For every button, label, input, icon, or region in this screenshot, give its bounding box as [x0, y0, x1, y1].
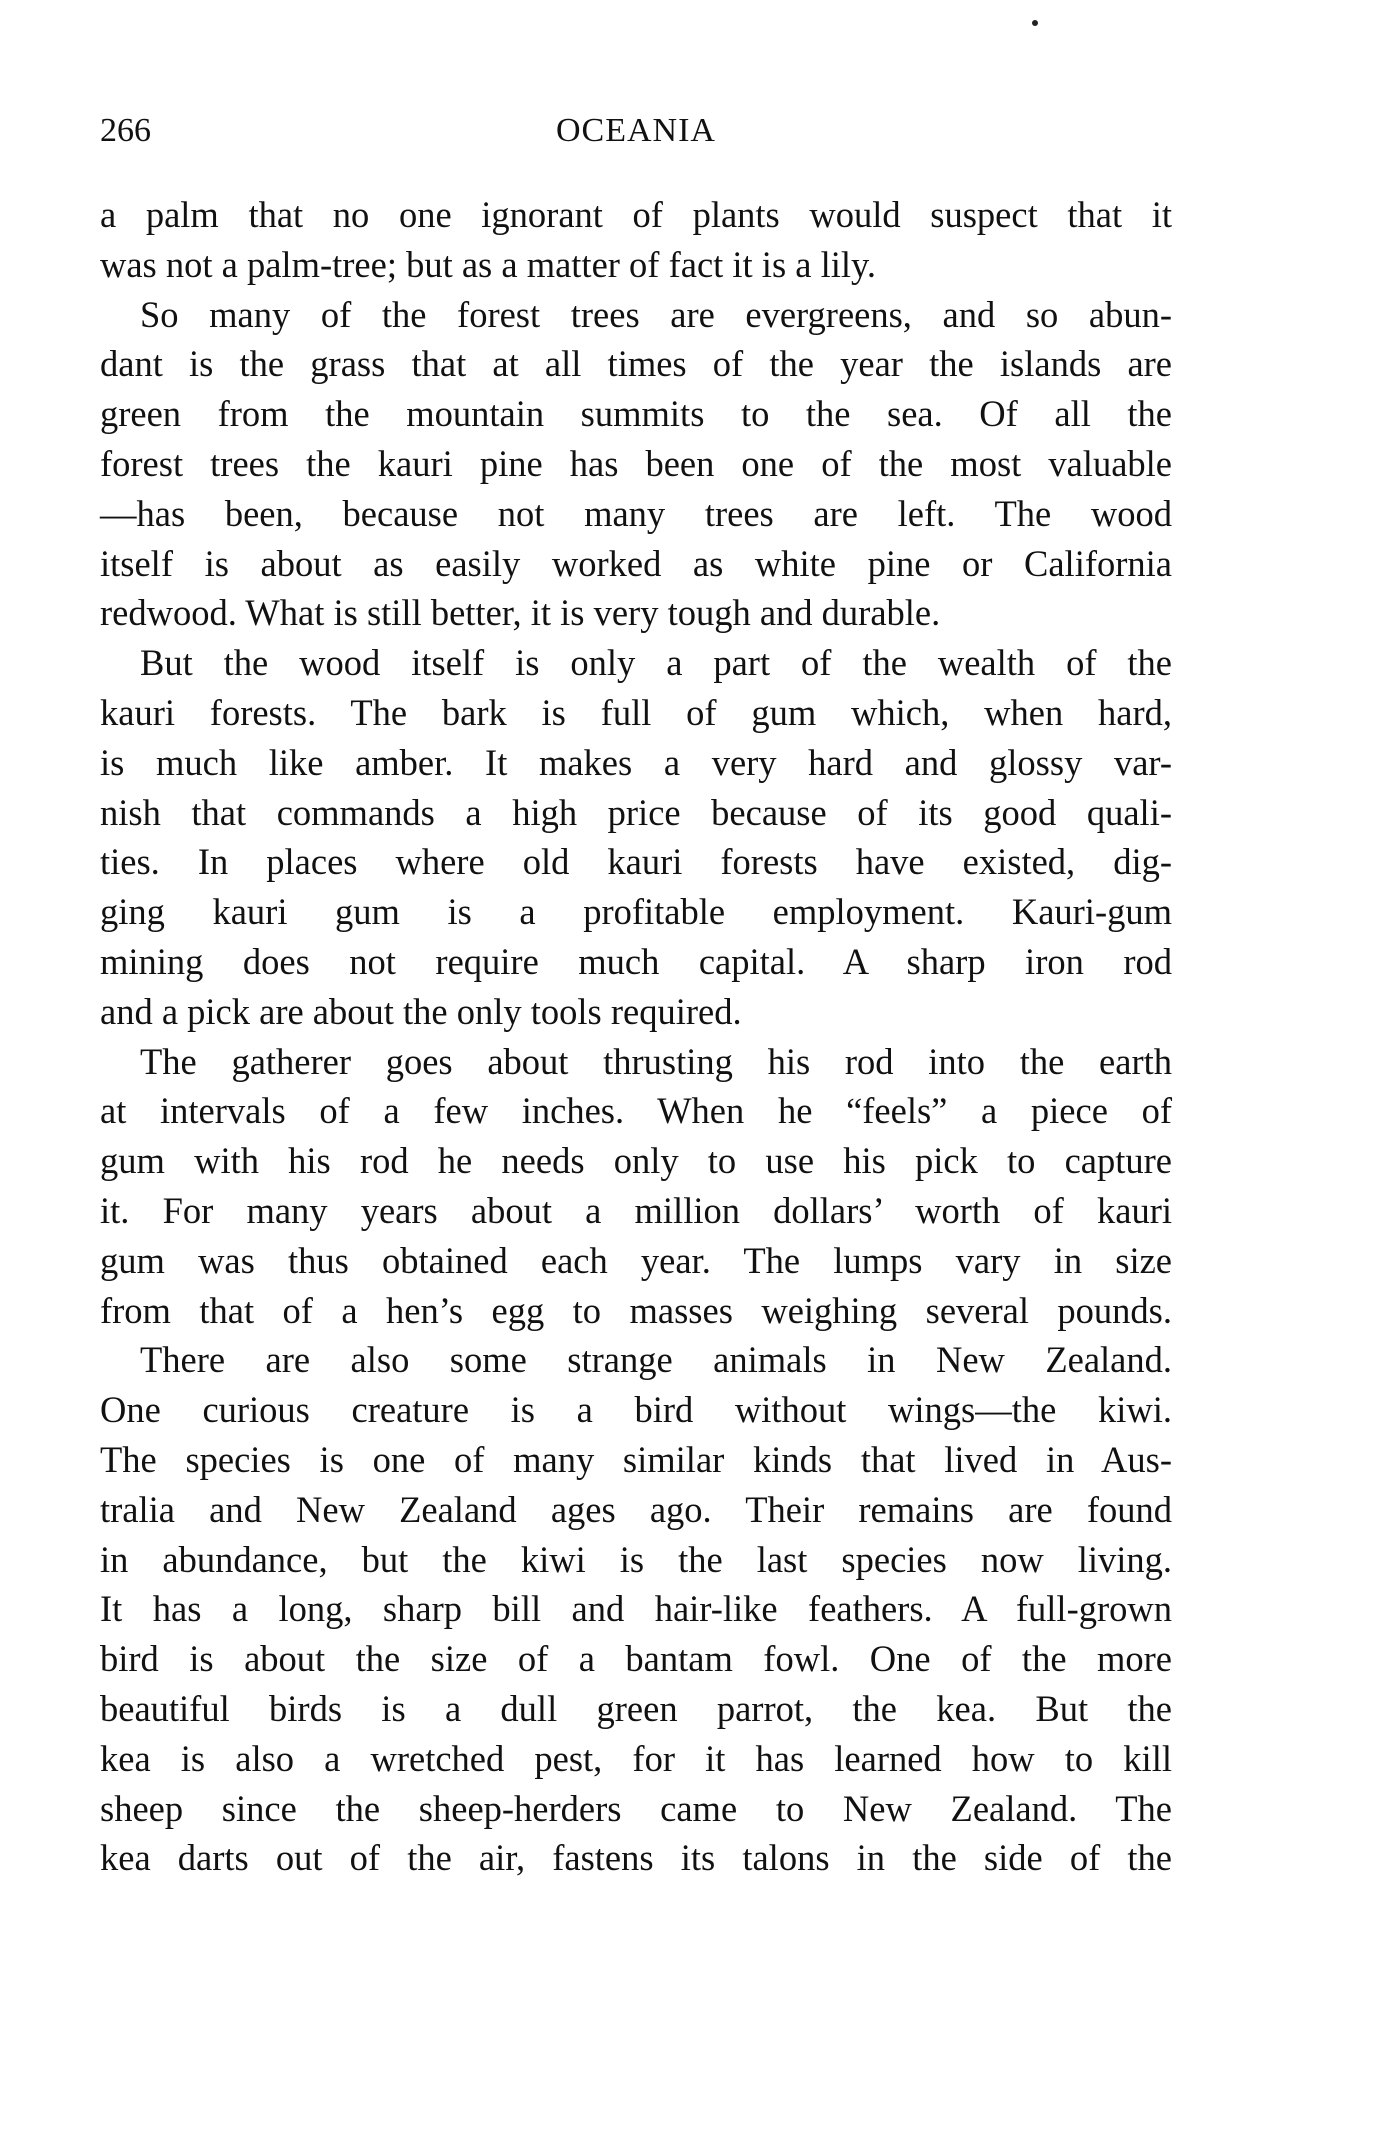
- text-line: green from the mountain summits to the sea. Of all the: [100, 393, 1172, 435]
- text-line: gum with his rod he needs only to use his pick to capture: [100, 1140, 1172, 1182]
- text-line: at intervals of a few inches. When he “feels” a piece of: [100, 1090, 1172, 1132]
- text-line: itself is about as easily worked as white pine or California: [100, 542, 1172, 584]
- text-line: gum was thus obtained each year. The lumps vary in size: [100, 1239, 1172, 1281]
- body-text: [100, 190, 1172, 1883]
- scan-speck: [1032, 20, 1038, 26]
- running-header: [100, 112, 1172, 162]
- text-line: —has been, because not many trees are left. The wood: [100, 492, 1172, 534]
- text-line: kea darts out of the air, fastens its talons in the side of the: [100, 1837, 1172, 1879]
- text-line: kauri forests. The bark is full of gum which, when hard,: [100, 691, 1172, 733]
- text-line: from that of a hen’s egg to masses weighing several pounds.: [100, 1289, 1172, 1331]
- text-line: The gatherer goes about thrusting his rod into the earth: [140, 1040, 1172, 1082]
- text-line: it. For many years about a million dollars’ worth of kauri: [100, 1189, 1172, 1231]
- text-line: The species is one of many similar kinds that lived in Aus-: [100, 1438, 1172, 1480]
- text-line: One curious creature is a bird without wings—the kiwi.: [100, 1389, 1172, 1431]
- text-line: is much like amber. It makes a very hard and glossy var-: [100, 741, 1172, 783]
- text-line: ging kauri gum is a profitable employment. Kauri-gum: [100, 891, 1172, 933]
- text-line: So many of the forest trees are evergreens, and so abun-: [140, 293, 1172, 335]
- text-line: But the wood itself is only a part of the wealth of the: [140, 642, 1172, 684]
- text-line: mining does not require much capital. A sharp iron rod: [100, 940, 1172, 982]
- text-line: in abundance, but the kiwi is the last species now living.: [100, 1538, 1172, 1580]
- text-line: nish that commands a high price because of its good quali-: [100, 791, 1172, 833]
- text-line: tralia and New Zealand ages ago. Their remains are found: [100, 1488, 1172, 1530]
- text-line: There are also some strange animals in New Zealand.: [140, 1339, 1172, 1381]
- page-number: 266: [100, 112, 151, 149]
- text-line: bird is about the size of a bantam fowl. One of the more: [100, 1638, 1172, 1680]
- text-line: a palm that no one ignorant of plants would suspect that it: [100, 194, 1172, 235]
- text-line: dant is the grass that at all times of the year the islands are: [100, 343, 1172, 385]
- running-title: OCEANIA: [556, 112, 716, 149]
- text-line: was not a palm-tree; but as a matter of fact it is a lily.: [100, 243, 877, 285]
- text-line: ties. In places where old kauri forests have existed, dig-: [100, 841, 1172, 883]
- text-line: redwood. What is still better, it is very tough and durable.: [100, 592, 941, 634]
- text-line: kea is also a wretched pest, for it has learned how to kill: [100, 1737, 1172, 1779]
- text-line: beautiful birds is a dull green parrot, the kea. But the: [100, 1687, 1172, 1729]
- text-line: sheep since the sheep-herders came to New Zealand. The: [100, 1787, 1172, 1829]
- text-line: forest trees the kauri pine has been one of the most valuable: [100, 442, 1172, 484]
- text-line: It has a long, sharp bill and hair-like feathers. A full-grown: [100, 1588, 1172, 1630]
- text-line: and a pick are about the only tools required.: [100, 990, 742, 1032]
